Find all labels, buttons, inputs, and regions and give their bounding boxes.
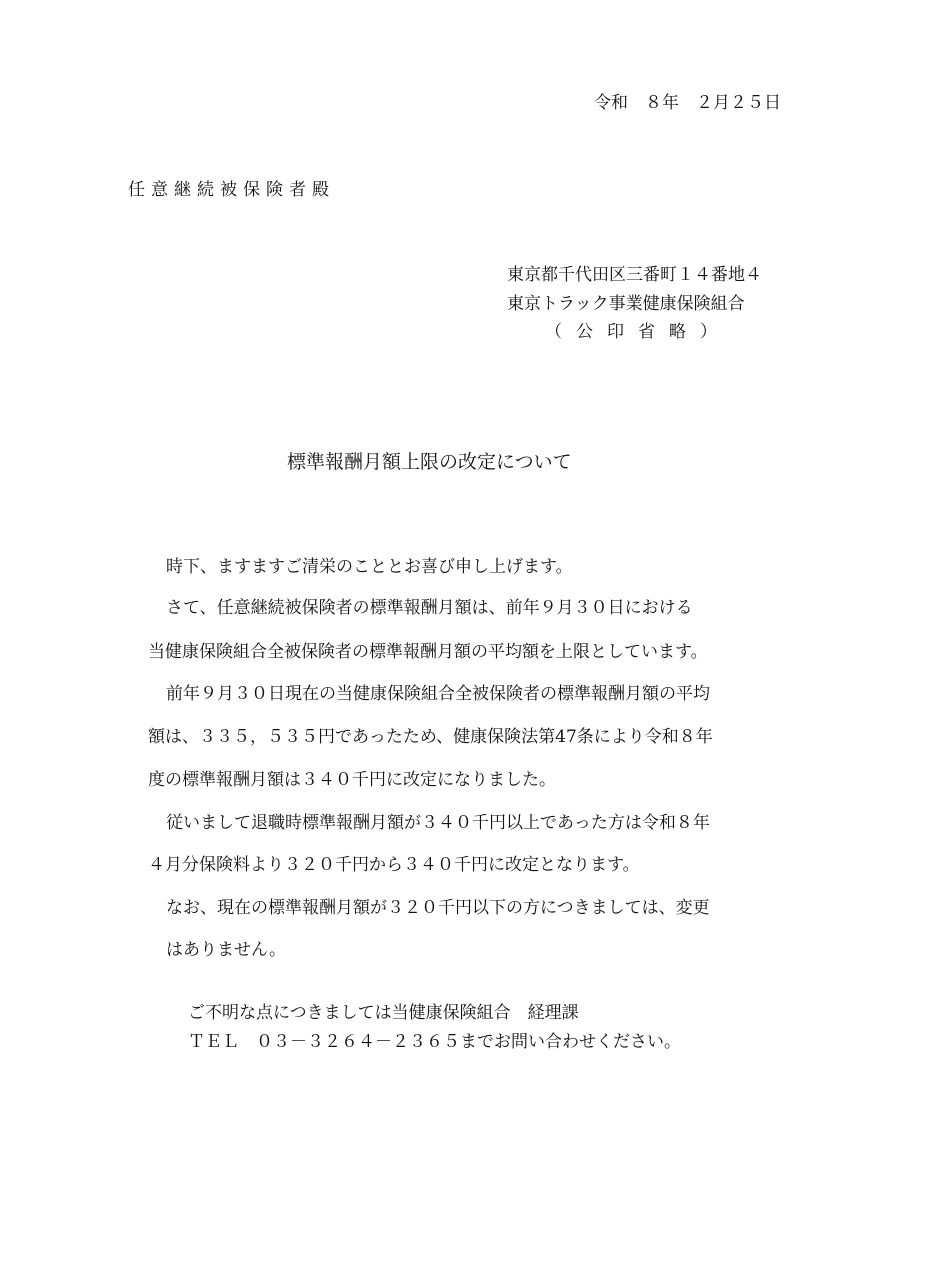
body-line: はありません。 <box>166 940 287 960</box>
addressee: 任意継続被保険者殿 <box>128 180 335 200</box>
document-title: 標準報酬月額上限の改定について <box>287 451 572 473</box>
body-line: 前年９月３０日現在の当健康保険組合全被保険者の標準報酬月額の平均 <box>166 684 710 704</box>
sender-organization: 東京トラック事業健康保険組合 <box>507 294 745 314</box>
seal-omitted-note: （公印省略） <box>545 322 731 342</box>
body-line: 度の標準報酬月額は３４０千円に改定になりました。 <box>148 770 556 790</box>
body-line: なお、現在の標準報酬月額が３２０千円以下の方につきましては、変更 <box>166 898 710 918</box>
issue-date: 令和 ８年 ２月２５日 <box>594 93 781 113</box>
contact-department: ご不明な点につきましては当健康保険組合 経理課 <box>188 1003 579 1023</box>
body-line: 当健康保険組合全被保険者の標準報酬月額の平均額を上限としています。 <box>148 642 708 662</box>
body-line: ４月分保険料より３２０千円から３４０千円に改定となります。 <box>148 855 640 875</box>
body-line: 従いまして退職時標準報酬月額が３４０千円以上であった方は令和８年 <box>166 813 710 833</box>
body-line: さて、任意継続被保険者の標準報酬月額は、前年９月３０日における <box>166 598 693 618</box>
sender-address: 東京都千代田区三番町１４番地４ <box>507 265 762 285</box>
greeting-paragraph: 時下、ますますご清栄のこととお喜び申し上げます。 <box>166 557 573 577</box>
body-line: 額は、３３５，５３５円であったため、健康保険法第47条により令和８年 <box>148 727 713 747</box>
contact-phone: ＴＥＬ ０３－３２６４－２３６５までお問い合わせください。 <box>188 1032 681 1052</box>
